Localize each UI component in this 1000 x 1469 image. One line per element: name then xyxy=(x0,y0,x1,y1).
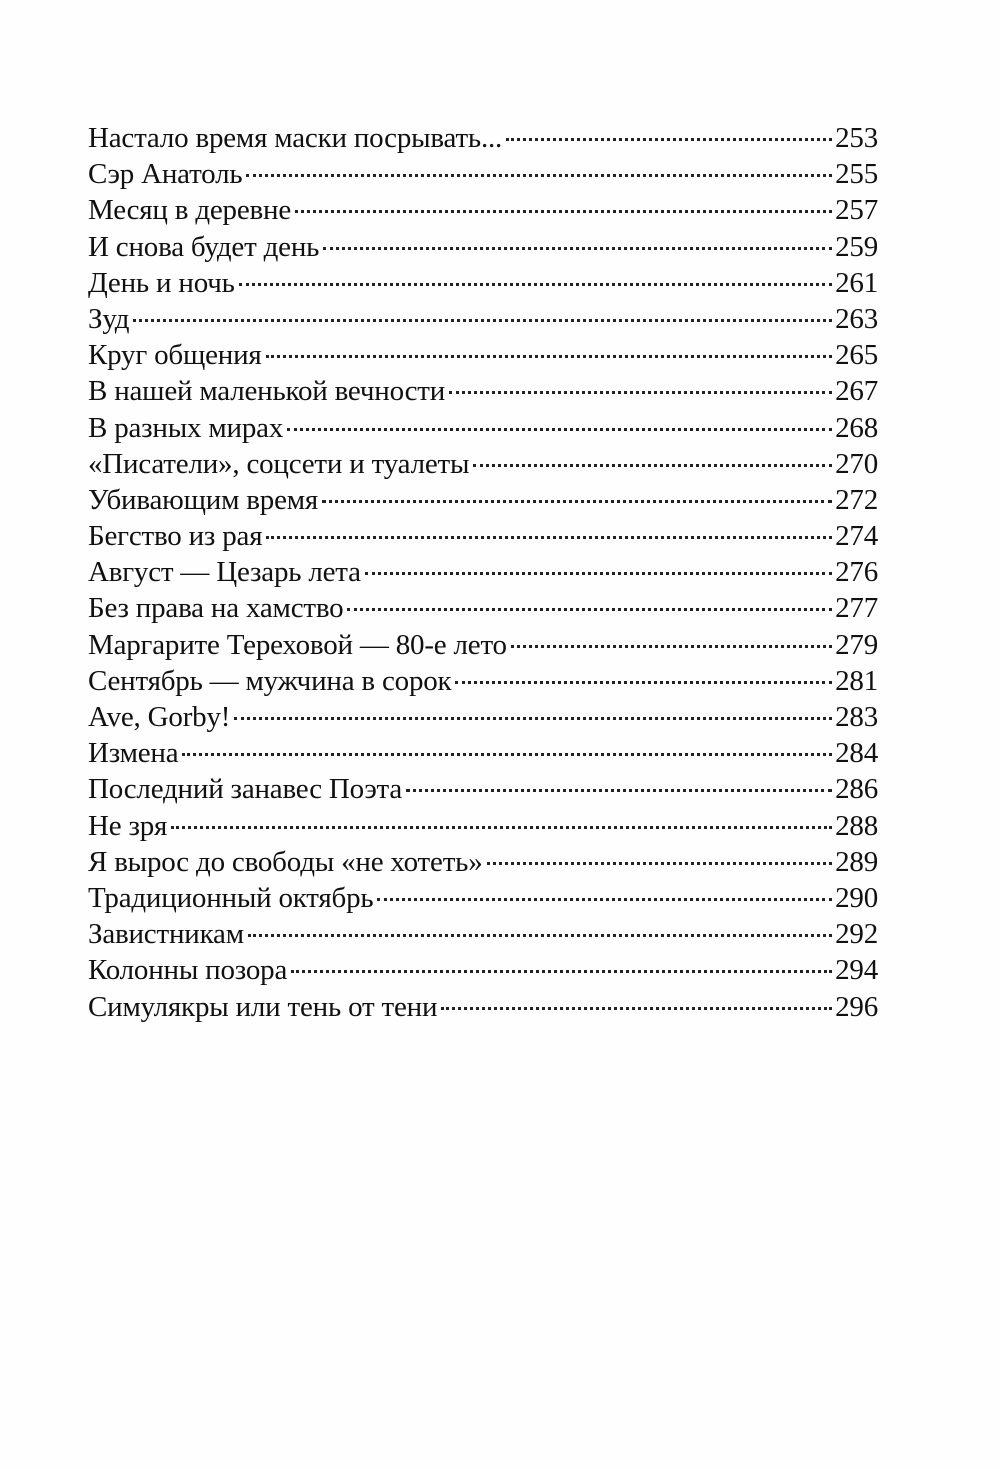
dot-leader xyxy=(266,536,832,539)
toc-entry xyxy=(88,518,878,554)
toc-entry xyxy=(88,735,878,771)
toc-entry-page-number: 265 xyxy=(835,339,878,372)
dot-leader xyxy=(248,934,832,937)
toc-entry xyxy=(88,446,878,482)
toc-entry xyxy=(88,989,878,1025)
toc-entry-page-number: 276 xyxy=(835,556,878,589)
toc-entry xyxy=(88,192,878,228)
toc-entry-page-number: 274 xyxy=(835,520,878,553)
dot-leader xyxy=(291,970,832,973)
toc-entry-title: Август — Цезарь лета xyxy=(88,556,361,589)
toc-entry-page-number: 286 xyxy=(835,773,878,806)
dot-leader xyxy=(487,862,833,865)
toc-entry-title: Настало время маски посрывать... xyxy=(88,122,503,154)
dot-leader xyxy=(287,428,832,431)
dot-leader xyxy=(234,717,832,720)
dot-leader xyxy=(449,391,832,394)
toc-entry-title: Маргарите Тереховой — 80-е лето xyxy=(88,628,507,661)
toc-entry-title: «Писатели», соцсети и туалеты xyxy=(88,447,470,480)
toc-entry xyxy=(88,627,878,663)
toc-entry xyxy=(88,120,878,156)
toc-entry-page-number: 270 xyxy=(835,447,878,480)
toc-entry-page-number: 255 xyxy=(835,158,878,191)
dot-leader xyxy=(322,500,832,503)
toc-entry-page-number: 257 xyxy=(835,194,878,227)
toc-entry-title: День и ночь xyxy=(88,266,235,299)
toc-entry-page-number: 279 xyxy=(835,628,878,661)
dot-leader xyxy=(347,608,832,611)
toc-entry-title: Зуд xyxy=(88,302,130,335)
toc-entry-title: В разных мирах xyxy=(88,411,284,444)
toc-entry-page-number: 268 xyxy=(835,411,878,444)
toc-entry-page-number: 267 xyxy=(835,375,878,408)
toc-entry-title: Без права на хамство xyxy=(88,592,344,625)
table-of-contents xyxy=(88,120,878,1025)
toc-entry xyxy=(88,229,878,265)
toc-entry-title: Не зря xyxy=(88,809,168,842)
toc-entry-page-number: 263 xyxy=(835,302,878,335)
toc-entry-page-number: 272 xyxy=(835,483,878,516)
toc-entry-title: И снова будет день xyxy=(88,230,320,263)
toc-entry-title: Симулякры или тень от тени xyxy=(88,990,438,1023)
toc-entry-title: Колонны позора xyxy=(88,954,288,987)
toc-entry xyxy=(88,373,878,409)
dot-leader xyxy=(246,174,832,177)
toc-entry xyxy=(88,771,878,807)
toc-entry xyxy=(88,265,878,301)
toc-entry-page-number: 289 xyxy=(835,845,878,878)
toc-entry-title: Круг общения xyxy=(88,339,262,372)
toc-entry-page-number: 261 xyxy=(835,266,878,299)
toc-entry-page-number: 296 xyxy=(835,990,878,1023)
dot-leader xyxy=(406,789,832,792)
toc-entry-title: Ave, Gorby! xyxy=(88,701,231,733)
toc-entry-page-number: 284 xyxy=(835,737,878,770)
toc-entry-page-number: 253 xyxy=(835,122,878,154)
dot-leader xyxy=(506,138,832,141)
dot-leader xyxy=(377,898,832,901)
toc-entry xyxy=(88,699,878,735)
dot-leader xyxy=(511,645,832,648)
dot-leader xyxy=(473,464,832,467)
toc-entry-title: Сэр Анатоль xyxy=(88,158,243,191)
toc-entry-page-number: 294 xyxy=(835,954,878,987)
dot-leader xyxy=(441,1007,832,1010)
toc-entry xyxy=(88,952,878,988)
toc-entry-page-number: 259 xyxy=(835,230,878,263)
dot-leader xyxy=(182,753,832,756)
toc-entry-title: Я вырос до свободы «не хотеть» xyxy=(88,845,483,878)
toc-entry-page-number: 288 xyxy=(835,809,878,842)
dot-leader xyxy=(365,572,832,575)
toc-entry-title: Сентябрь — мужчина в сорок xyxy=(88,664,452,697)
toc-entry-page-number: 283 xyxy=(835,701,878,733)
toc-entry xyxy=(88,554,878,590)
toc-entry-title: Убивающим время xyxy=(88,483,319,516)
toc-entry xyxy=(88,808,878,844)
toc-entry xyxy=(88,880,878,916)
dot-leader xyxy=(171,826,832,829)
toc-entry-title: Месяц в деревне xyxy=(88,194,292,227)
dot-leader xyxy=(455,681,832,684)
toc-entry-page-number: 281 xyxy=(835,664,878,697)
toc-entry xyxy=(88,156,878,192)
toc-entry-title: В нашей маленькой вечности xyxy=(88,375,446,408)
toc-entry-title: Измена xyxy=(88,737,179,770)
toc-entry-title: Бегство из рая xyxy=(88,520,263,553)
toc-entry-title: Завистникам xyxy=(88,918,244,951)
toc-entry-page-number: 292 xyxy=(835,918,878,951)
dot-leader xyxy=(239,283,832,286)
dot-leader xyxy=(133,319,832,322)
toc-entry-title: Традиционный октябрь xyxy=(88,881,374,914)
toc-entry xyxy=(88,663,878,699)
toc-entry xyxy=(88,482,878,518)
toc-entry-page-number: 290 xyxy=(835,881,878,914)
toc-entry xyxy=(88,844,878,880)
toc-entry-page-number: 277 xyxy=(835,592,878,625)
toc-entry-title: Последний занавес Поэта xyxy=(88,773,403,806)
dot-leader xyxy=(266,355,833,358)
toc-entry xyxy=(88,301,878,337)
toc-entry xyxy=(88,916,878,952)
dot-leader xyxy=(323,247,832,250)
toc-entry xyxy=(88,410,878,446)
toc-entry xyxy=(88,590,878,626)
dot-leader xyxy=(295,210,832,213)
toc-entry xyxy=(88,337,878,373)
